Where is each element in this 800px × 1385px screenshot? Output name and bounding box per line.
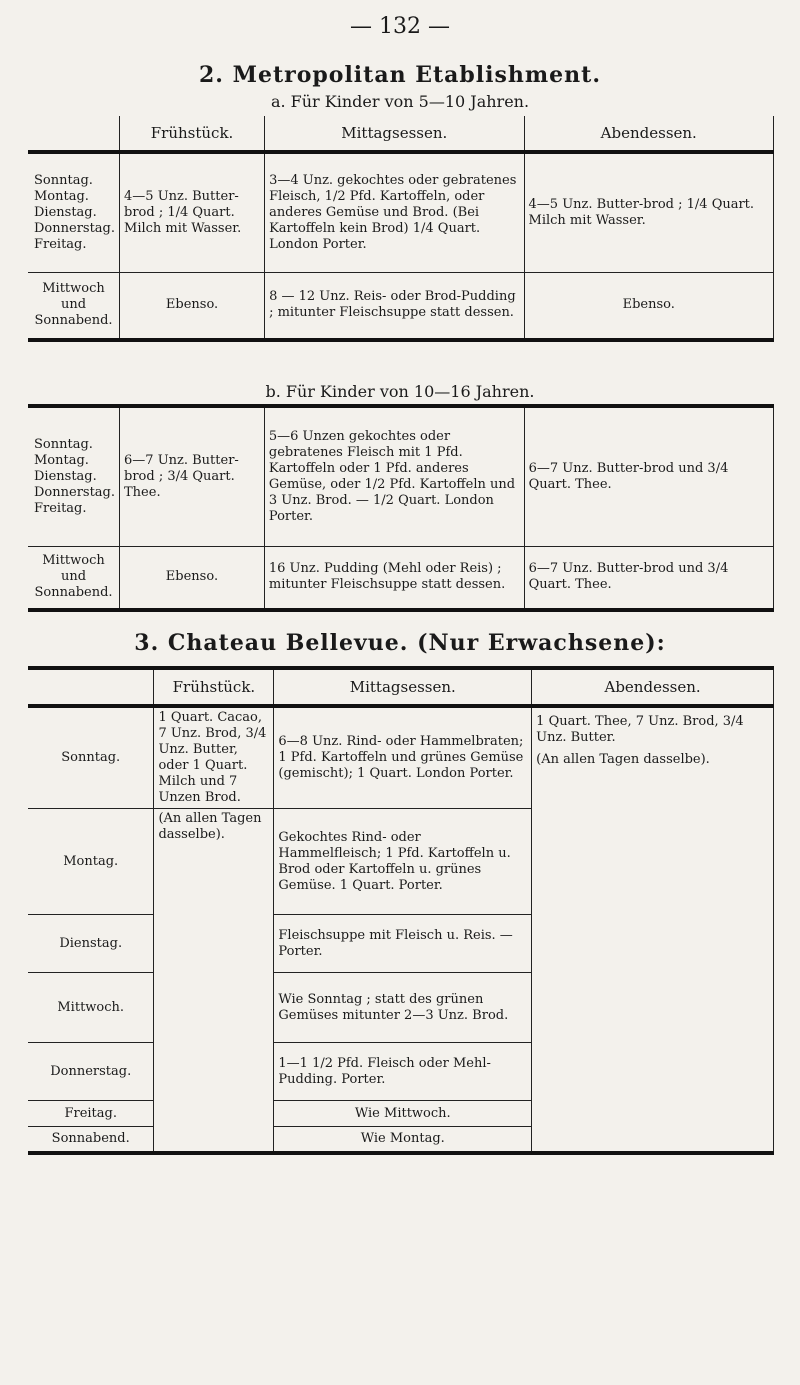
lunch-cell: 16 Unz. Pudding (Mehl oder Reis) ; mitunter Fleischsuppe statt dessen. — [264, 546, 524, 610]
day-cell: Dienstag. — [28, 915, 154, 973]
day-cell: Sonnabend. — [28, 1127, 154, 1153]
supper-cell: 6—7 Unz. Butter-brod und 3/4 Quart. Thee. — [524, 406, 773, 546]
supper-cell: 4—5 Unz. Butter-brod ; 1/4 Quart. Milch mit Wasser. — [524, 152, 773, 272]
days-cell: Mittwoch und Sonnabend. — [28, 546, 120, 610]
header-lunch: Mittagsessen. — [274, 668, 532, 706]
supper-text: 1 Quart. Thee, 7 Unz. Brod, 3/4 Unz. Butter. — [536, 714, 744, 745]
section-2-title: 2. Metropolitan Etablishment. — [198, 62, 601, 88]
days-cell: Mittwoch und Sonnabend. — [28, 272, 120, 340]
table-row — [28, 406, 774, 546]
header-lunch: Mittagsessen. — [265, 116, 524, 152]
table-3 — [28, 666, 774, 1155]
header-breakfast: Frühstück. — [120, 116, 265, 152]
page-number: — 132 — — [350, 14, 450, 39]
days-cell: Sonntag. Montag. Dienstag. Donnerstag. Freitag. — [28, 152, 120, 272]
header-supper: Abendessen. — [524, 116, 773, 152]
table-header-row — [28, 668, 774, 706]
day-cell: Sonntag. — [28, 706, 154, 809]
breakfast-cell: 6—7 Unz. Butter-brod ; 3/4 Quart. Thee. — [120, 406, 265, 546]
breakfast-cell: Ebenso. — [120, 546, 265, 610]
breakfast-cell: 4—5 Unz. Butter-brod ; 1/4 Quart. Milch mit Wasser. — [120, 152, 265, 272]
lunch-cell: 3—4 Unz. gekochtes oder gebratenes Fleisch, 1/2 Pfd. Kartoffeln, oder anderes Gemüse und Brod. (Bei Kartoffeln kein Brod) 1/4 Quart. London Porter. — [265, 152, 524, 272]
supper-note: (An allen Tagen dasselbe). — [536, 752, 710, 767]
day-cell: Freitag. — [28, 1101, 154, 1127]
day-cell: Montag. — [28, 809, 154, 915]
table-2a — [28, 116, 774, 342]
breakfast-note: (An allen Tagen dasselbe). — [154, 809, 274, 1153]
lunch-cell: 6—8 Unz. Rind- oder Hammelbraten; 1 Pfd. Kartoffeln und grünes Gemüse (gemischt); 1 Quart. London Porter. — [274, 706, 532, 809]
breakfast-cell: 1 Quart. Cacao, 7 Unz. Brod, 3/4 Unz. Butter, oder 1 Quart. Milch und 7 Unzen Brod. — [154, 706, 274, 809]
section-2a-subtitle: a. Für Kinder von 5—10 Jahren. — [270, 92, 530, 111]
lunch-cell: Gekochtes Rind- oder Hammelfleisch; 1 Pfd. Kartoffeln u. Brod oder Kartoffeln u. grünes Gemüse. 1 Quart. Porter. — [274, 809, 532, 915]
table-row — [28, 546, 774, 610]
corner-cell — [28, 116, 120, 152]
header-supper: Abendessen. — [532, 668, 774, 706]
day-cell: Mittwoch. — [28, 973, 154, 1043]
lunch-cell: Wie Sonntag ; statt des grünen Gemüses mitunter 2—3 Unz. Brod. — [274, 973, 532, 1043]
lunch-cell: Wie Mittwoch. — [274, 1101, 532, 1127]
lunch-cell: Wie Montag. — [274, 1127, 532, 1153]
lunch-cell: Fleischsuppe mit Fleisch u. Reis. — Porter. — [274, 915, 532, 973]
section-3-title: 3. Chateau Bellevue. (Nur Erwachsene): — [134, 630, 666, 656]
table-header-row — [28, 116, 774, 152]
lunch-cell: 5—6 Unzen gekochtes oder gebratenes Fleisch mit 1 Pfd. Kartoffeln oder 1 Pfd. anderes Gemüse, oder 1/2 Pfd. Kartoffeln und 3 Unz. Brod. — 1/2 Quart. London Porter. — [264, 406, 524, 546]
section-2b-subtitle: b. Für Kinder von 10—16 Jahren. — [265, 382, 535, 401]
table-row — [28, 706, 774, 809]
supper-cell: Ebenso. — [524, 272, 773, 340]
supper-cell: 6—7 Unz. Butter-brod und 3/4 Quart. Thee. — [524, 546, 773, 610]
days-cell: Sonntag. Montag. Dienstag. Donnerstag. Freitag. — [28, 406, 120, 546]
table-row — [28, 152, 774, 272]
table-2b — [28, 404, 774, 612]
supper-cell — [532, 706, 774, 1153]
day-cell: Donnerstag. — [28, 1043, 154, 1101]
table-row — [28, 272, 774, 340]
lunch-cell: 1—1 1/2 Pfd. Fleisch oder Mehl-Pudding. Porter. — [274, 1043, 532, 1101]
header-breakfast: Frühstück. — [154, 668, 274, 706]
breakfast-cell: Ebenso. — [120, 272, 265, 340]
corner-cell — [28, 668, 154, 706]
lunch-cell: 8 — 12 Unz. Reis- oder Brod-Pudding ; mitunter Fleischsuppe statt dessen. — [265, 272, 524, 340]
